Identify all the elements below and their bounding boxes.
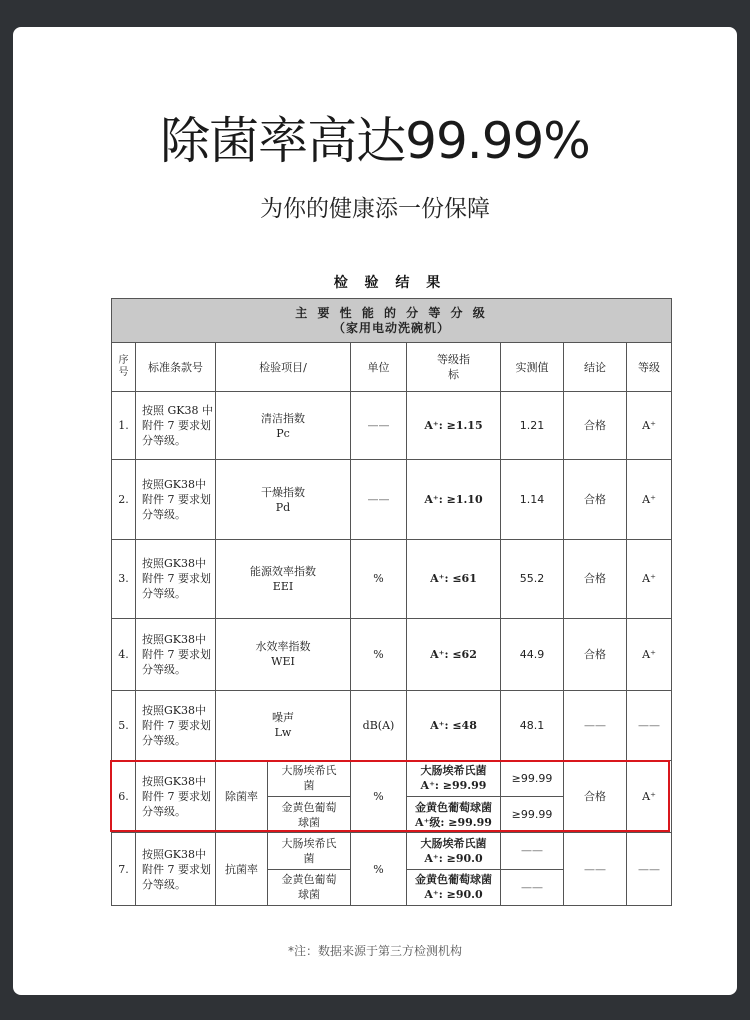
clause-cell: 按照GK38中附件 7 要求划分等级。 (136, 618, 216, 691)
grade-cell: —— (627, 691, 672, 761)
result-cell: 合格 (564, 618, 627, 691)
index-cell: A⁺: ≤61 (407, 539, 501, 618)
row-number: 7. (112, 833, 136, 906)
unit-cell: % (351, 539, 407, 618)
result-cell: 合格 (564, 760, 627, 833)
index-cell (407, 760, 501, 796)
index-name: 大肠埃希氏菌 (420, 764, 487, 778)
column-header: 实测值 (501, 343, 564, 391)
table-row (112, 691, 672, 761)
row-number: 1. (112, 391, 136, 460)
item-symbol: Pd (275, 500, 291, 514)
index-value: A⁺级: ≥99.99 (415, 815, 492, 829)
item-symbol: WEI (271, 655, 295, 669)
measured-cell: 48.1 (501, 691, 564, 761)
unit-cell: % (351, 760, 407, 833)
grade-cell: A⁺ (627, 618, 672, 691)
table-row (112, 833, 672, 869)
unit-cell: % (351, 618, 407, 691)
item-name: 能源效率指数 (250, 564, 316, 578)
grade-cell: A⁺ (627, 391, 672, 460)
grade-cell: A⁺ (627, 460, 672, 540)
sub-item-name: 大肠埃希氏菌 (268, 760, 351, 796)
column-header: 等级指标 (407, 343, 501, 391)
column-header: 单位 (351, 343, 407, 391)
unit-cell: dB(A) (351, 691, 407, 761)
result-cell: 合格 (564, 391, 627, 460)
sub-item-name: 金黄色葡萄球菌 (268, 797, 351, 833)
index-cell: A⁺: ≤48 (407, 691, 501, 761)
unit-cell: —— (351, 391, 407, 460)
index-cell (407, 797, 501, 833)
footnote: *注：数据来源于第三方检测机构 (287, 944, 462, 958)
item-name: 除菌率 (216, 760, 268, 833)
grade-cell: A⁺ (627, 760, 672, 833)
column-header: 标准条款号 (136, 343, 216, 391)
column-header: 结论 (564, 343, 627, 391)
item-cell (216, 460, 351, 540)
table-row (112, 760, 672, 796)
item-name: 清洁指数 (261, 411, 305, 425)
index-name: 金黄色葡萄球菌 (415, 873, 492, 887)
measured-cell: 55.2 (501, 539, 564, 618)
item-symbol: Lw (274, 726, 292, 740)
result-cell: —— (564, 833, 627, 906)
index-cell: A⁺: ≤62 (407, 618, 501, 691)
grade-cell: A⁺ (627, 539, 672, 618)
table-row (112, 391, 672, 460)
measured-cell: ≥99.99 (501, 760, 564, 796)
item-cell (216, 539, 351, 618)
item-cell (216, 391, 351, 460)
result-cell: 合格 (564, 460, 627, 540)
index-value: A⁺: ≥90.0 (424, 888, 483, 902)
index-cell: A⁺: ≥1.10 (407, 460, 501, 540)
clause-cell: 按照 GK38 中附件 7 要求划分等级。 (136, 391, 216, 460)
result-cell: —— (564, 691, 627, 761)
index-name: 大肠埃希氏菌 (420, 836, 487, 850)
row-number: 2. (112, 460, 136, 540)
clause-cell: 按照GK38中附件 7 要求划分等级。 (136, 760, 216, 833)
item-symbol: Pc (276, 426, 290, 440)
index-name: 金黄色葡萄球菌 (415, 800, 492, 814)
result-cell: 合格 (564, 539, 627, 618)
item-cell (216, 618, 351, 691)
headline: 除菌率高达99.99% (160, 112, 590, 170)
column-header: 等级 (627, 343, 672, 391)
measured-cell: ≥99.99 (501, 797, 564, 833)
table-row (112, 460, 672, 540)
item-cell (216, 691, 351, 761)
sub-item-name: 金黄色葡萄球菌 (268, 869, 351, 905)
measured-cell: 1.21 (501, 391, 564, 460)
table-row (112, 539, 672, 618)
row-number: 3. (112, 539, 136, 618)
column-header: 检验项目/ (216, 343, 351, 391)
unit-cell: —— (351, 460, 407, 540)
grade-cell: —— (627, 833, 672, 906)
item-name: 噪声 (272, 711, 294, 725)
banner-line-2: （家用电动洗碗机） (332, 320, 450, 335)
clause-cell: 按照GK38中附件 7 要求划分等级。 (136, 539, 216, 618)
report-title: 检 验 结 果 (333, 275, 447, 291)
item-name: 抗菌率 (216, 833, 268, 906)
item-name: 水效率指数 (255, 640, 311, 654)
row-number: 5. (112, 691, 136, 761)
banner-line-1: 主 要 性 能 的 分 等 分 级 (295, 305, 488, 320)
measured-cell: —— (501, 869, 564, 905)
item-name: 干燥指数 (261, 485, 305, 499)
test-report-table (111, 298, 672, 906)
column-header: 序号 (112, 343, 136, 391)
index-cell (407, 869, 501, 905)
index-value: A⁺: ≥90.0 (424, 851, 483, 865)
index-value: A⁺: ≥99.99 (420, 779, 487, 793)
row-number: 6. (112, 760, 136, 833)
index-cell: A⁺: ≥1.15 (407, 391, 501, 460)
clause-cell: 按照GK38中附件 7 要求划分等级。 (136, 833, 216, 906)
table-row (112, 618, 672, 691)
row-number: 4. (112, 618, 136, 691)
clause-cell: 按照GK38中附件 7 要求划分等级。 (136, 691, 216, 761)
measured-cell: 44.9 (501, 618, 564, 691)
index-cell (407, 833, 501, 869)
measured-cell: —— (501, 833, 564, 869)
measured-cell: 1.14 (501, 460, 564, 540)
unit-cell: % (351, 833, 407, 906)
clause-cell: 按照GK38中附件 7 要求划分等级。 (136, 460, 216, 540)
table-banner (112, 299, 672, 343)
item-symbol: EEI (272, 579, 294, 593)
sub-item-name: 大肠埃希氏菌 (268, 833, 351, 869)
subline: 为你的健康添一份保障 (260, 196, 490, 222)
